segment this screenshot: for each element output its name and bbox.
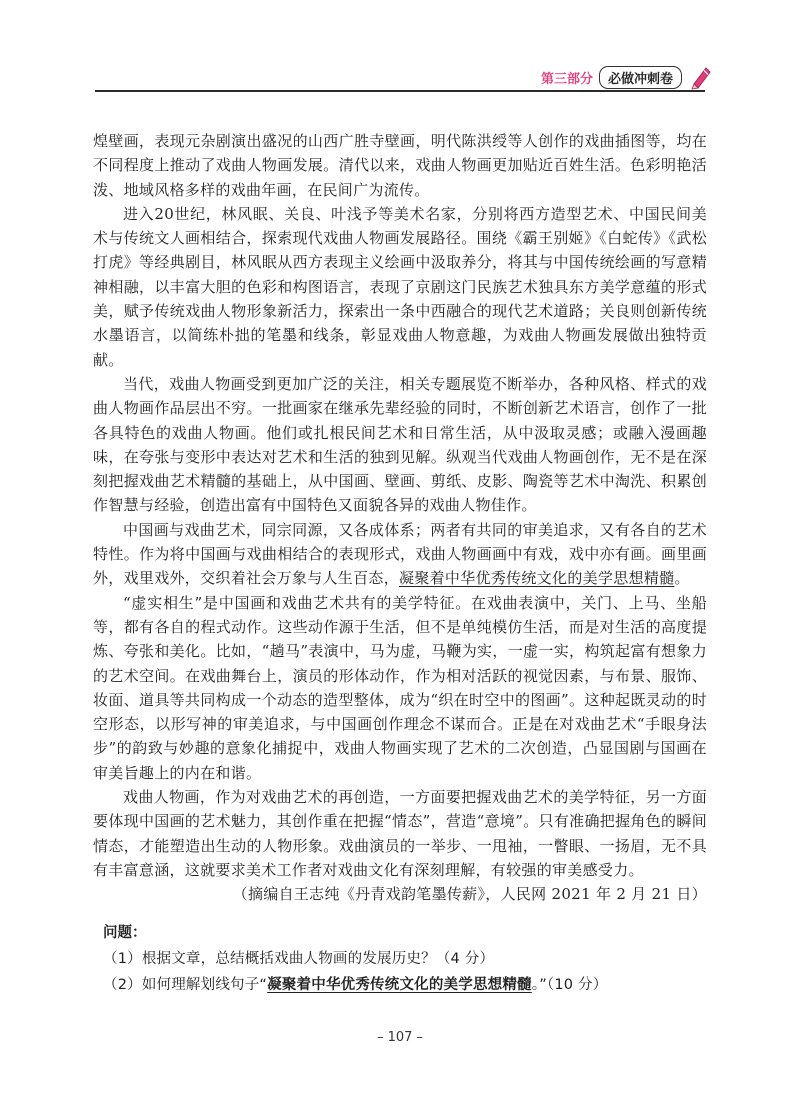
paragraph-4-end: 。	[674, 569, 690, 588]
question-2-prefix: （2）如何理解划线句子“	[103, 977, 268, 993]
paragraph-3: 当代，戏曲人物画受到更加广泛的关注，相关专题展览不断举办，各种风格、样式的戏曲人物画作品层出不穷。一批画家在继承先辈经验的同时，不断创新艺术语言，创作了一批各具特色的戏曲人物画。他们或扎根民间艺术和日常生活，从中汲取灵感；或融入漫画趣味，在夸张与变形中表达对艺术和生活的独到见解。纵观当代戏曲人物画创作，无不是在深刻把握戏曲艺术精髓的基础上，从中国画、壁画、剪纸、皮影、陶瓷等艺术中淘洗、积累创作智慧与经验，创造出富有中国特色又面貌各异的戏曲人物佳作。	[93, 374, 707, 515]
paragraph-4	[93, 518, 707, 591]
section-badges	[541, 66, 682, 89]
question-2-suffix: 。”（10 分）	[531, 977, 608, 993]
question-2-underlined: 凝聚着中华优秀传统文化的美学思想精髓	[267, 977, 532, 993]
question-1: （1）根据文章，总结概括戏曲人物画的发展历史？（4 分）	[103, 951, 495, 967]
paragraph-5: “虚实相生”是中国画和戏曲艺术共有的美学特征。在戏曲表演中，关门、上马、坐船等，都有各自的程式动作。这些动作源于生活，但不是单纯模仿生活，而是对生活的高度提炼、夸张和美化。比如，“趟马”表演中，马为虚，马鞭为实，一虚一实，构筑起富有想象力的艺术空间。在戏曲舞台上，演员的形体动作，作为相对活跃的视觉因素，与布景、服饰、妆面、道具等共同构成一个动态的造型整体，成为“织在时空中的图画”。这种起既灵动的时空形态，以形写神的审美追求，与中国画创作理念不谋而合。正是在对戏曲艺术“手眼身法步”的韵致与妙趣的意象化捕捉中，戏曲人物画实现了艺术的二次创造，凸显国剧与国画在审美旨趣上的内在和谐。	[93, 593, 707, 782]
paragraph-4-text: 中国画与戏曲艺术，同宗同源，又各成体系；两者有共同的审美追求，又有各自的艺术特性。作为将中国画与戏曲相结合的表现形式，戏曲人物画画中有戏，戏中亦有画。画里画外，戏里戏外，交织着社会万象与人生百态，	[93, 520, 707, 588]
underlined-sentence: 凝聚着中华优秀传统文化的美学思想精髓	[399, 569, 675, 588]
article-source: （摘编自王志纯《丹青戏韵笔墨传薪》，人民网 2021 年 2 月 21 日）	[232, 885, 707, 904]
questions-section	[103, 920, 703, 998]
paragraph-2: 进入20世纪，林风眠、关良、叶浅予等美术名家，分别将西方造型艺术、中国民间美术与传统文人画相结合，探索现代戏曲人物画发展路径。围绕《霸王别姬》《白蛇传》《武松打虎》等经典剧目，林风眠从西方表现主义绘画中汲取养分，将其与中国传统绘画的写意精神相融，以丰富大胆的色彩和构图语言，表现了京剧这门民族艺术独具东方美学意蕴的形式美，赋予传统戏曲人物形象新活力，探索出一条中西融合的现代艺术道路；关良则创新传统水墨语言，以简练朴拙的笔墨和线条，彰显戏曲人物意趣，为戏曲人物画发展做出独特贡献。	[93, 204, 707, 369]
pencil-icon	[688, 64, 714, 90]
page-number: – 107 –	[376, 1030, 424, 1045]
paragraph-1: 煌壁画，表现元杂剧演出盛况的山西广胜寺壁画，明代陈洪绶等人创作的戏曲插图等，均在不同程度上推动了戏曲人物画发展。清代以来，戏曲人物画更加贴近百姓生活。色彩明艳活泼、地域风格多样的戏曲年画，在民间广为流传。	[93, 132, 707, 199]
section-part-label: 第三部分	[540, 72, 593, 87]
page-header	[95, 66, 710, 92]
questions-heading: 问题：	[103, 925, 147, 941]
paragraph-6: 戏曲人物画，作为对戏曲艺术的再创造，一方面要把握戏曲艺术的美学特征，另一方面要体现中国画的艺术魅力，其创作重在把握“情态”，营造“意境”。只有准确把握角色的瞬间情态，才能塑造出生动的人物形象。戏曲演员的一举步、一甩袖，一瞥眼、一扬眉，无不具有丰富意涵，这就要求美术工作者对戏曲文化有深刻理解，有较强的审美感受力。	[93, 788, 707, 879]
question-2	[103, 972, 703, 998]
section-badge: 必做冲刺卷	[599, 66, 682, 89]
header-rule	[95, 90, 705, 92]
article-body	[93, 129, 707, 907]
